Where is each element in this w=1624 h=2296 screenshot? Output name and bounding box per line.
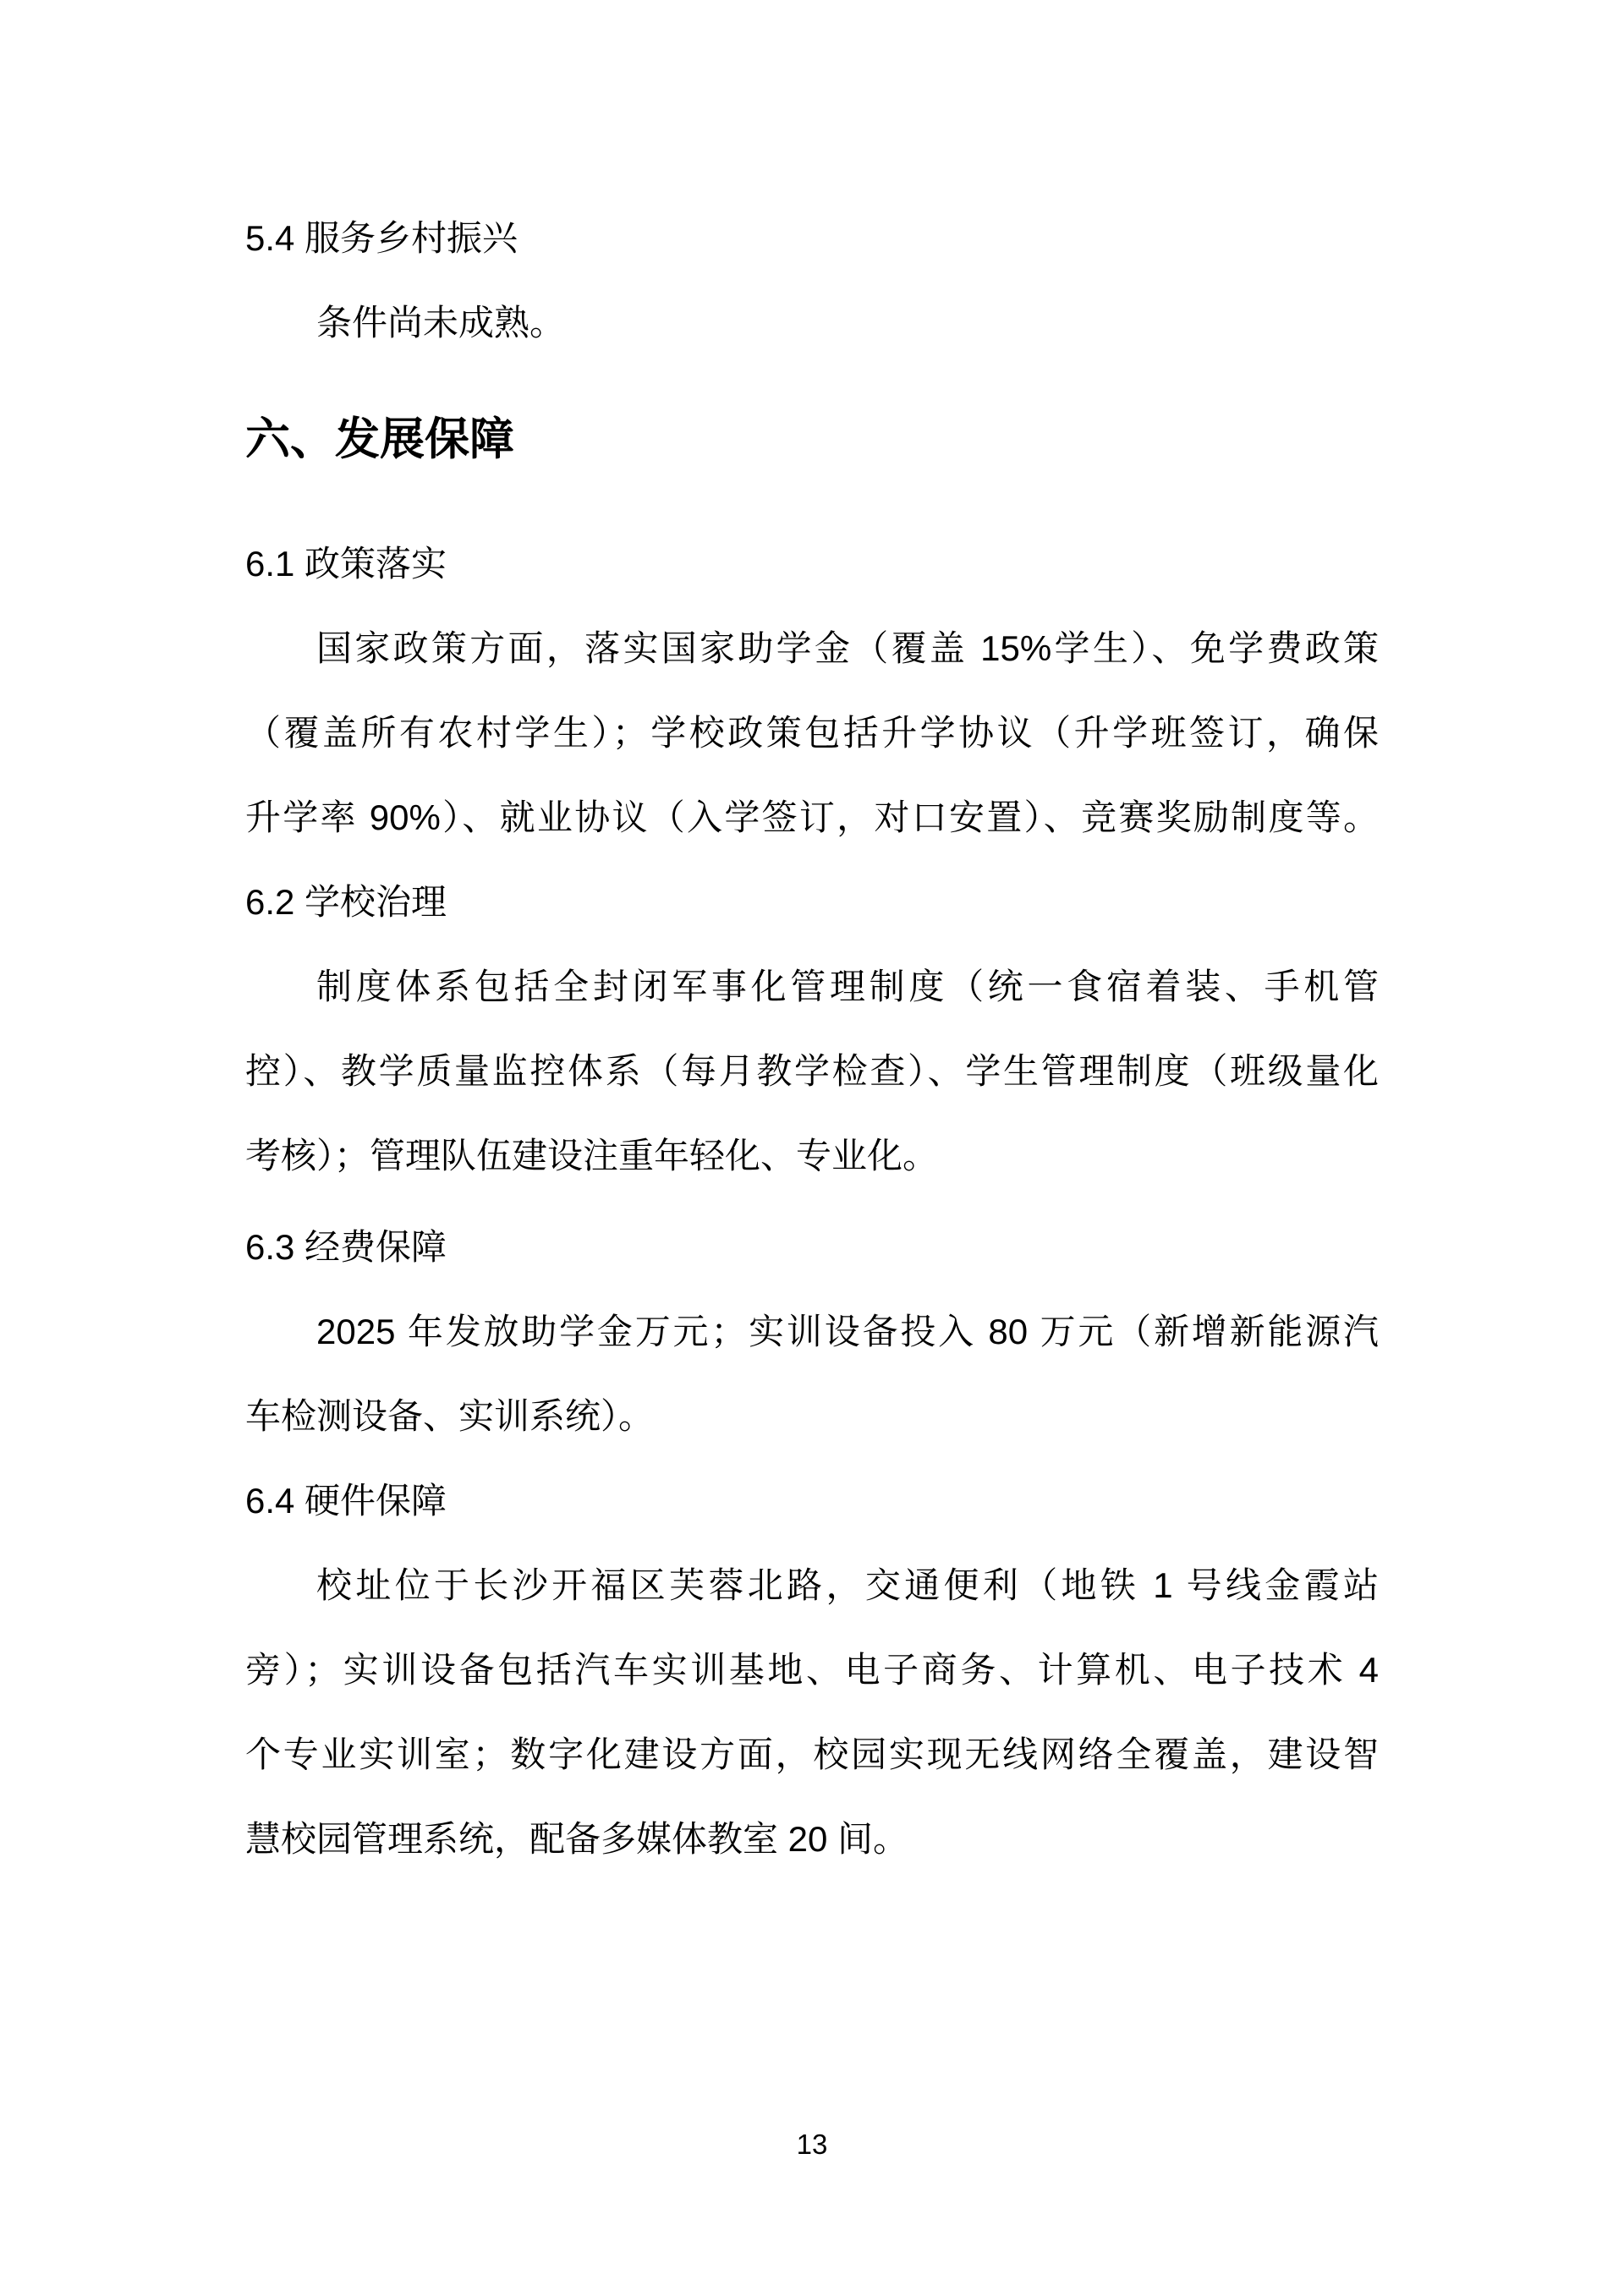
section-6-4-paragraph-line: 旁）；实训设备包括汽车实训基地、电子商务、计算机、电子技术 4 [245, 1650, 1379, 1690]
section-6-4-heading: 6.4 硬件保障 [245, 1481, 447, 1521]
section-5-4-paragraph-line: 条件尚未成熟。 [316, 303, 566, 342]
section-6-3-paragraph-line: 2025 年发放助学金万元；实训设备投入 80 万元（新增新能源汽 [316, 1312, 1379, 1351]
section-6-4-paragraph-line: 校址位于长沙开福区芙蓉北路，交通便利（地铁 1 号线金霞站 [316, 1565, 1379, 1605]
section-6-1-paragraph-line: （覆盖所有农村学生）；学校政策包括升学协议（升学班签订，确保 [245, 713, 1379, 753]
chapter-6-heading: 六、发展保障 [245, 414, 514, 464]
page-number: 13 [796, 2129, 828, 2160]
section-6-1-heading: 6.1 政策落实 [245, 544, 447, 584]
section-6-2-paragraph-line: 控）、教学质量监控体系（每月教学检查）、学生管理制度（班级量化 [245, 1051, 1379, 1091]
section-6-1-paragraph-line: 升学率 90%）、就业协议（入学签订，对口安置）、竞赛奖励制度等。 [245, 797, 1379, 837]
section-5-4-heading: 5.4 服务乡村振兴 [245, 218, 518, 258]
section-6-2-heading: 6.2 学校治理 [245, 882, 447, 922]
section-6-1-paragraph-line: 国家政策方面，落实国家助学金（覆盖 15%学生）、免学费政策 [316, 628, 1379, 668]
section-6-3-paragraph-line: 车检测设备、实训系统）。 [245, 1396, 655, 1436]
page-body [245, 196, 1379, 1882]
section-6-2-paragraph-line: 制度体系包括全封闭军事化管理制度（统一食宿着装、手机管 [316, 967, 1379, 1006]
section-6-4-paragraph-line: 慧校园管理系统，配备多媒体教室 20 间。 [245, 1819, 909, 1859]
section-6-2-paragraph-line: 考核）；管理队伍建设注重年轻化、专业化。 [245, 1136, 939, 1175]
section-6-3-heading: 6.3 经费保障 [245, 1227, 447, 1267]
section-6-4-paragraph-line: 个专业实训室；数字化建设方面，校园实现无线网络全覆盖，建设智 [245, 1734, 1379, 1774]
